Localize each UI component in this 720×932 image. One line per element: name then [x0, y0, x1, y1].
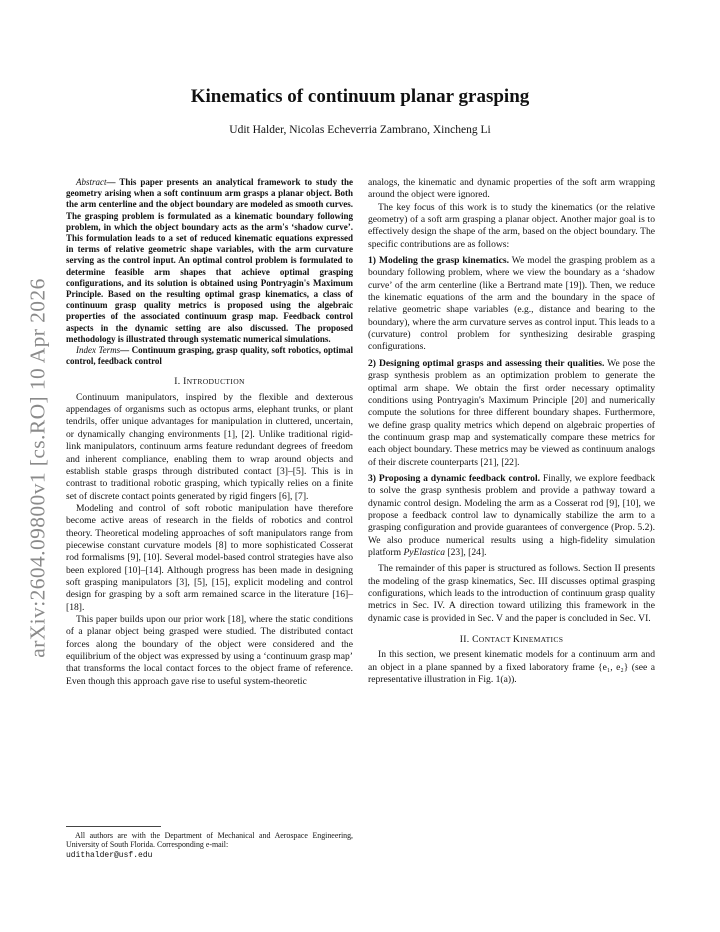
intro-paragraph-continued: analogs, the kinematic and dynamic properties of the soft arm wrapping around the object were ignored.	[368, 177, 655, 201]
footnote	[66, 826, 353, 860]
arxiv-identifier: arXiv:2604.09800v1 [cs.RO] 10 Apr 2026	[25, 278, 50, 658]
contribution-item: 3) Proposing a dynamic feedback control. Finally, we explore feedback to solve the grasp synthesis problem and provide a pathway toward a dynamic control design. Modeling the arm as a Cosserat rod [9], [10], we propose a feedback control law to dynamically stabilize the arm to a grasping configuration and provide guarantees of convergence (Prop. 5.2). We also produce numerical results using a high-fidelity simulation platform PyElastica [23], [24].	[368, 472, 656, 558]
section-heading-contact-kinematics: II. CONTACT KINEMATICS	[459, 634, 564, 646]
footnote-text: All authors are with the Department of Mechanical and Aerospace Engineering, University of South Florida. Corresponding e-mail:	[66, 831, 353, 850]
paper-authors: Udit Halder, Nicolas Echeverria Zambrano, Xincheng Li	[229, 124, 491, 136]
index-terms	[66, 345, 353, 367]
index-terms-text: — Continuum grasping, grasp quality, soft robotics, optimal control, feedback control	[66, 345, 353, 367]
left-column	[66, 177, 353, 688]
index-terms-label: Index Terms	[76, 345, 121, 356]
abstract	[66, 177, 353, 345]
right-column	[368, 177, 655, 686]
footnote-rule	[66, 826, 161, 827]
intro-paragraph: Continuum manipulators, inspired by the flexible and dexterous appendages of organisms such as octopus arms, elephant trunks, or plant tendrils, offer unique advantages for manipulation in cluttered, uncertain, or dynamically changing environments [1], [2]. Unlike traditional rigid-link manipulators, continuum arms feature redundant degrees of freedom and inherent compliance, enabling them to wrap around objects and establish stable grasps through distributed contact [3]–[5]. This is in contrast to traditional robotic grasping, which typically relies on a finite set of discrete contact points generated by rigid fingers [6], [7].	[66, 391, 353, 502]
section-heading-introduction: I. INTRODUCTION	[174, 376, 245, 388]
structure-paragraph: The remainder of this paper is structured as follows. Section II presents the modeling of the grasp kinematics, Sec. III discusses optimal grasping configurations, which leads to the introduction of continuum grasp quality metrics in Sec. IV. A direction toward utilizing this framework in the dynamic case is provided in Sec. V and the paper is concluded in Sec. VI.	[368, 563, 655, 624]
intro-paragraph: The key focus of this work is to study the kinematics (or the relative geometry) of a soft arm grasping a planar object. Another major goal is to effectively design the shape of the arm, based on the object boundary. The specific contributions are as follows:	[368, 201, 655, 250]
abstract-label: Abstract	[76, 177, 107, 187]
contribution-item: 1) Modeling the grasp kinematics. We model the grasping problem as a boundary following problem, where we view the boundary as a ‘shadow curve’ of the arm centerline (like a Bertrand mate [19]). Then, we reduce the kinematic equations of the arm and the boundary in the space of relative geometric shape variables (e.g., distance and bearing to the boundary), where the arm curvature serves as control input. This leads to a (curvature) control problem for synthesizing desirable grasping configurations.	[368, 255, 655, 353]
contribution-item: 2) Designing optimal grasps and assessing their qualities. We pose the grasp synthesis problem as an optimization problem to generate the optimal arm shape. We obtain the first order necessary optimality conditions using Pontryagin's Maximum Principle [20] and numerically compute the solutions for three different boundary shapes. Furthermore, we define grasp quality metrics which depend on algebraic properties of the continuum grasp map and systematically compare these metrics for each object boundary. These metrics may be viewed as continuum analogs of their discrete counterparts [21], [22].	[368, 357, 655, 468]
corresponding-email: udithalder@usf.edu	[66, 850, 153, 860]
intro-paragraph: This paper builds upon our prior work [18], where the static conditions of a planar object being grasped were studied. The distributed contact forces along the boundary of the object were considered and the equilibrium of the object was expressed by using a ‘continuum grasp map’ that transforms the local contact forces to the object frame of reference. Even though this approach gave rise to useful system-theoretic	[66, 613, 353, 687]
arxiv-sidebar-stamp	[18, 258, 58, 678]
paper-title: Kinematics of continuum planar grasping	[190, 86, 530, 107]
abstract-text: — This paper presents an analytical framework to study the geometry arising when a soft continuum arm grasps a planar object. Both the arm centerline and the object boundary are modeled as smooth curves. The grasping problem is formulated as a kinematic boundary following problem, in which the object boundary acts as the arm's ‘shadow curve’. This formulation leads to a set of reduced kinematic equations expressed in terms of relative geometric shape variables, with the arm curvature serving as the control input. An optimal control problem is formulated to determine feasible arm shapes that achieve optimal grasping configurations, and its solution is obtained using Pontryagin's Maximum Principle. Based on the resulting optimal grasp kinematics, a class of continuum grasp quality metrics is proposed using the algebraic properties of the associated continuum grasp map. Feedback control aspects in the dynamic setting are also discussed. The proposed methodology is illustrated through systematic numerical simulations.	[66, 177, 353, 344]
section2-paragraph: In this section, we present kinematic models for a continuum arm and an object in a plane spanned by a fixed laboratory frame {e₁, e₂} (see a representative illustration in Fig. 1(a)).	[368, 649, 655, 686]
intro-paragraph: Modeling and control of soft robotic manipulation have therefore become active areas of research in the fields of robotics and control theory. Theoretical modeling approaches of soft manipulators range from piecewise constant curvature models [8] to more sophisticated Cosserat rod formalisms [9], [10]. Several model-based control strategies have also been explored [10]–[14]. Although progress has been made in designing soft grasping manipulators [3], [5], [15], explicit modeling and control design for grasping by a soft arm remained scarce in the literature [16]–[18].	[66, 502, 353, 613]
